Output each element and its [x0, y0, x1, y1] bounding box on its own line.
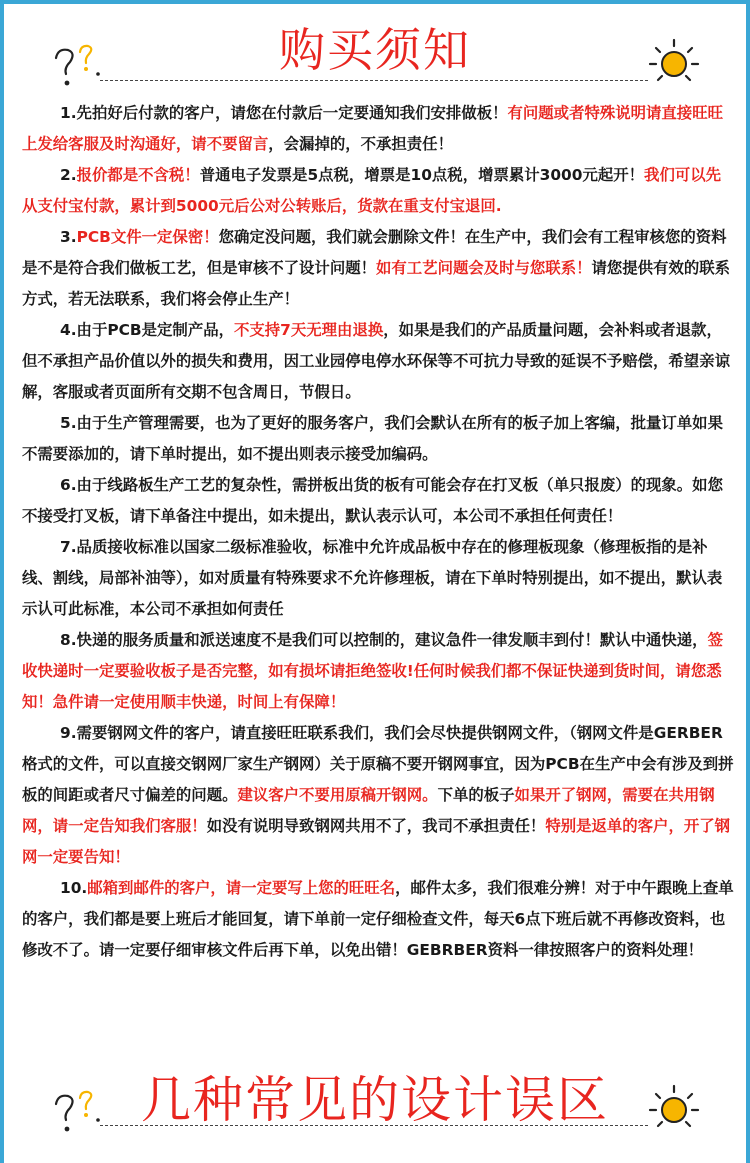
divider	[100, 1125, 648, 1126]
notice-text: 10.	[60, 879, 88, 897]
page-title: 购买须知	[279, 23, 471, 77]
notice-text: 6.由于线路板生产工艺的复杂性，需拼板出货的板有可能会存在打叉板（单只报废）的现象。如您不接受打叉板，请下单备注中提出，如未提出，默认表示认可，本公司不承担任何责任！	[22, 476, 723, 525]
notice-text: ，邮件太多，我们很难分辨！对于中午跟晚上查单的客户，我们都是要上班后才能回复，请下单前一定仔细检查文件，每天6点下班后就不再修改资料，也修改不了。请一定要仔细审核文件后再下单，以免出错！GEBRBER资料一律按照客户的资料处理！	[22, 879, 734, 959]
notice-item-10	[22, 873, 734, 966]
top-border	[0, 0, 750, 4]
notice-text: 8.快递的服务质量和派送速度不是我们可以控制的，建议急件一律发顺丰到付！默认中通快递，	[60, 631, 708, 649]
notice-text: 您确定没问题，我们就会删除文件！在生产中，我们会有工程审核您的资料是不是符合我们做板工艺，但是审核不了设计问题！	[22, 228, 727, 277]
highlight-text: 邮箱到邮件的客户，请一定要写上您的旺旺名	[87, 879, 396, 897]
notice-item-9	[22, 718, 734, 873]
highlight-text: 不支持7天无理由退换	[234, 321, 384, 339]
highlight-text: PCB文件一定保密！	[76, 228, 219, 246]
notice-text: 下单的板子	[437, 786, 515, 804]
highlight-text: 如有工艺问题会及时与您联系！	[376, 259, 592, 277]
notice-text: 7.品质接收标准以国家二级标准验收，标准中允许成品板中存在的修理板现象（修理板指的是补线、割线，局部补油等），如对质量有特殊要求不允许修理板，请在下单时特别提出，如不提出，默认表示认可此标准，本公司不承担如何责任	[22, 538, 723, 618]
notice-item-7	[22, 532, 734, 625]
notice-text: 3.	[60, 228, 77, 246]
notice-text: 1.先拍好后付款的客户，请您在付款后一定要通知我们安排做板！	[60, 104, 508, 122]
section-title-design-mistakes: 几种常见的设计误区	[141, 1071, 609, 1129]
notice-item-6	[22, 470, 734, 532]
notice-text: 普通电子发票是5点税，增票是10点税，增票累计3000元起开！	[199, 166, 645, 184]
notice-text: 2.	[60, 166, 77, 184]
highlight-text: 我们可以先从支付宝付款，累计到5000元后公对公转账后，货款在重支付宝退回.	[22, 166, 722, 215]
notice-text: 9.需要钢网文件的客户，请直接旺旺联系我们，我们会尽快提供钢网文件，（钢网文件是GERBER格式的文件，可以直接交钢网厂家生产钢网）关于原稿不要开钢网事宜，因为PCB在生产中会有涉及到拼板的间距或者尺寸偏差的问题。	[22, 724, 734, 804]
notice-item-8	[22, 625, 734, 718]
highlight-text: 报价都是不含税！	[76, 166, 200, 184]
notice-item-2	[22, 160, 734, 222]
right-border	[746, 0, 750, 1163]
left-border	[0, 0, 4, 1163]
notice-text: 5.由于生产管理需要，也为了更好的服务客户，我们会默认在所有的板子加上客编，批量订单如果不需要添加的，请下单时提出，如不提出则表示接受加编码。	[22, 414, 723, 463]
notice-item-3	[22, 222, 734, 315]
purchase-notice-body	[22, 98, 734, 966]
highlight-text: 签收快递时一定要验收板子是否完整，如有损坏请拒绝签收!任何时候我们都不保证快递到货时间，请您悉知！急件请一定使用顺丰快递，时间上有保障！	[22, 631, 723, 711]
highlight-text: 如果开了钢网，需要在共用钢网，请一定告知我们客服！	[22, 786, 715, 835]
notice-text: 4.由于PCB是定制产品，	[60, 321, 234, 339]
highlight-text: 有问题或者特殊说明请直接旺旺上发给客服及时沟通好，请不要留言	[22, 104, 723, 153]
notice-text: ，会漏掉的，不承担责任！	[268, 135, 453, 153]
highlight-text: 建议客户不要用原稿开钢网。	[237, 786, 438, 804]
notice-text: 如没有说明导致钢网共用不了，我司不承担责任！	[206, 817, 546, 835]
notice-text: 请您提供有效的联系方式，若无法联系，我们将会停止生产！	[22, 259, 731, 308]
notice-item-1	[22, 98, 734, 160]
highlight-text: 特别是返单的客户，开了钢网一定要告知！	[22, 817, 731, 866]
divider	[100, 80, 648, 81]
notice-item-5	[22, 408, 734, 470]
notice-item-4	[22, 315, 734, 408]
notice-text: ，如果是我们的产品质量问题，会补料或者退款，但不承担产品价值以外的损失和费用，因工业园停电停水环保等不可抗力导致的延误不予赔偿，希望亲谅解，客服或者页面所有交期不包含周日，节假日。	[22, 321, 730, 401]
